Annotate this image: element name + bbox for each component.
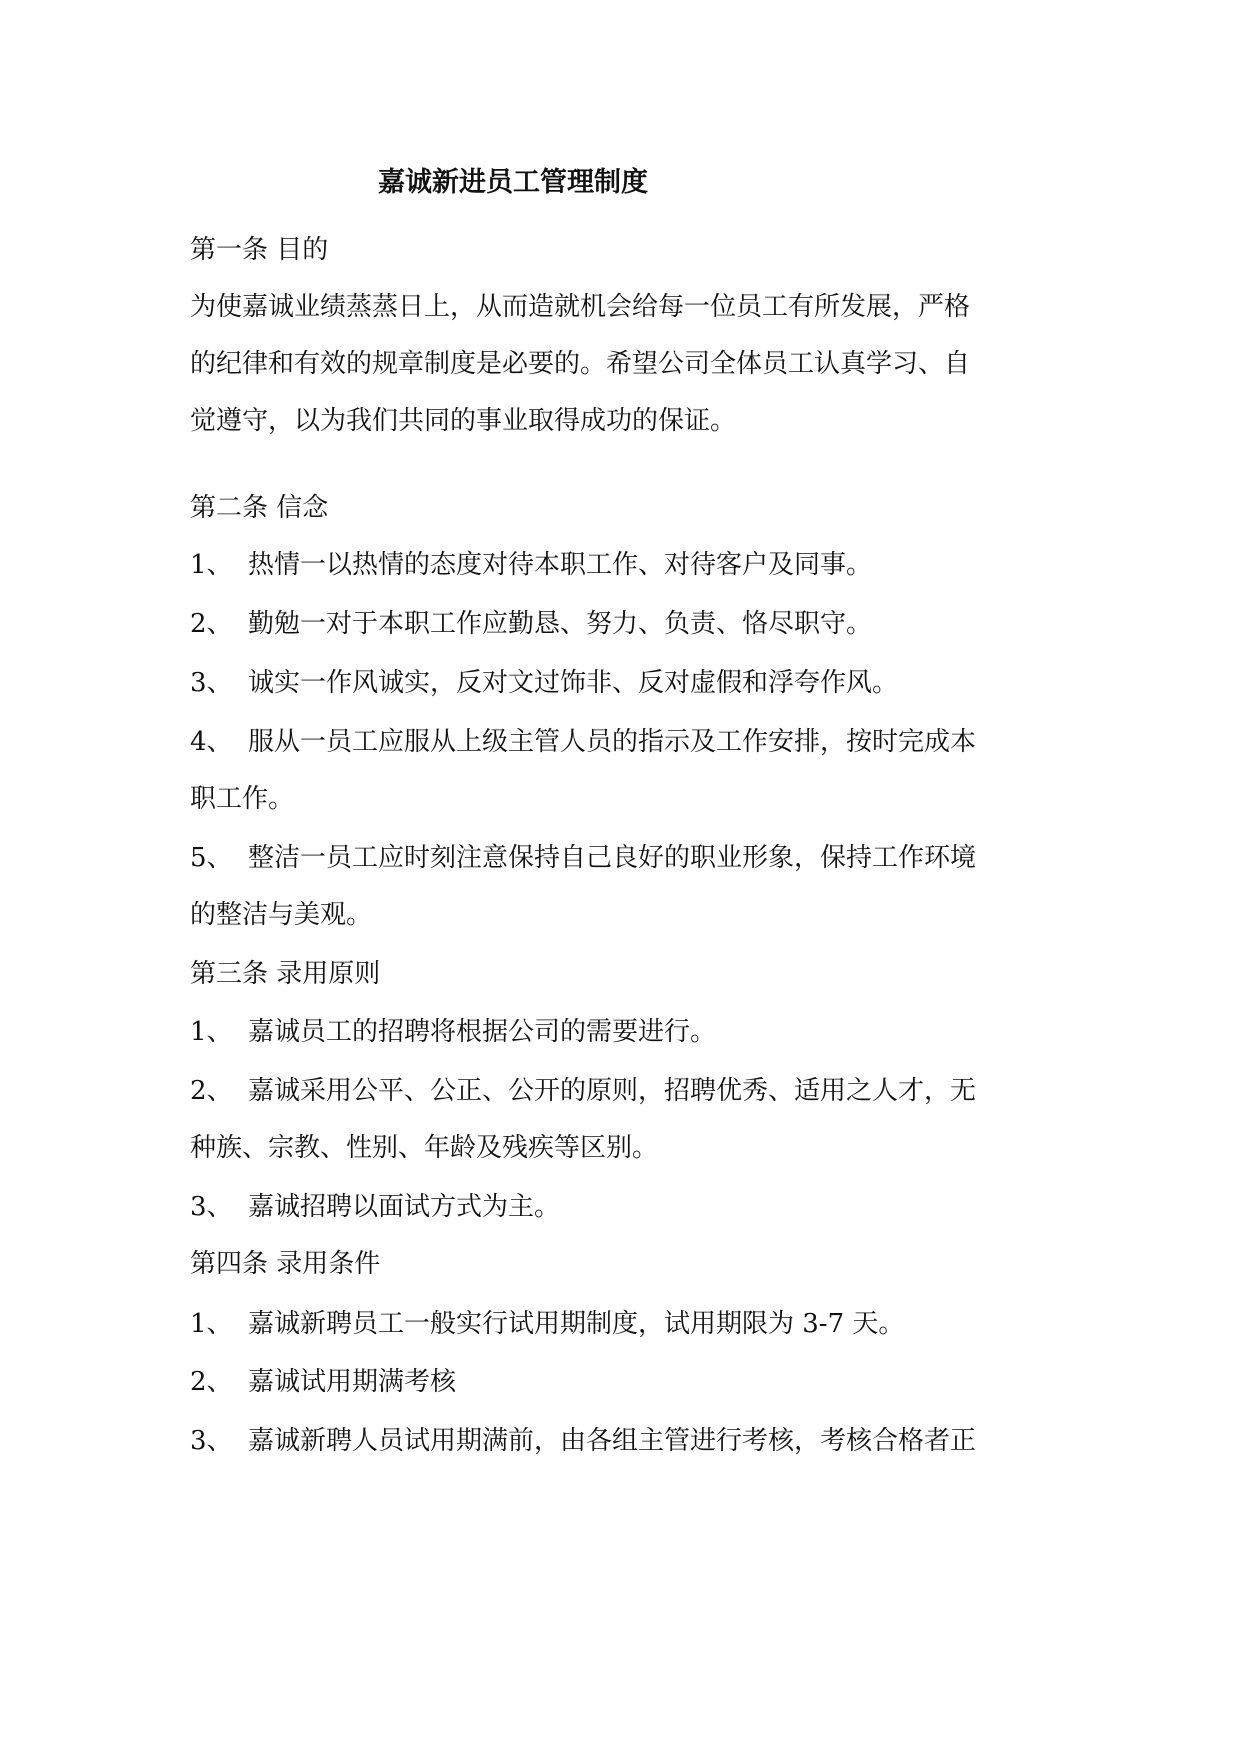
list-number: 1、	[190, 550, 233, 580]
list-item	[190, 1305, 1070, 1343]
line-text: 热情一以热情的态度对待本职工作、对待客户及同事。	[248, 550, 873, 580]
line-text: 服从一员工应服从上级主管人员的指示及工作安排，按时完成本	[248, 727, 977, 757]
line-text: 觉遵守，以为我们共同的事业取得成功的保证。	[190, 406, 737, 436]
list-item	[190, 605, 1070, 643]
paragraph-line	[190, 345, 1070, 383]
list-item-continuation	[190, 780, 1070, 818]
list-number: 2、	[190, 1076, 233, 1106]
list-number: 4、	[190, 727, 233, 757]
list-item	[190, 546, 1070, 584]
list-item	[190, 723, 1070, 761]
list-item	[190, 1363, 1070, 1401]
line-text: 为使嘉诚业绩蒸蒸日上，从而造就机会给每一位员工有所发展，严格	[190, 292, 971, 322]
list-item	[190, 1188, 1070, 1226]
list-item-continuation	[190, 1129, 1070, 1167]
section-heading	[190, 955, 1070, 993]
section-heading	[190, 489, 1070, 527]
paragraph-line	[190, 288, 1070, 326]
line-text: 嘉诚采用公平、公正、公开的原则，招聘优秀、适用之人才，无	[248, 1076, 977, 1106]
document-title: 嘉诚新进员工管理制度	[378, 167, 648, 198]
line-text: 嘉诚员工的招聘将根据公司的需要进行。	[248, 1017, 717, 1047]
line-text: 的整洁与美观。	[190, 900, 373, 930]
list-number: 1、	[190, 1309, 233, 1339]
list-item	[190, 839, 1070, 877]
line-text: 第四条 录用条件	[190, 1249, 381, 1279]
line-text: 第一条 目的	[190, 235, 329, 265]
line-text: 勤勉一对于本职工作应勤恳、努力、负责、恪尽职守。	[248, 609, 873, 639]
line-text: 的纪律和有效的规章制度是必要的。希望公司全体员工认真学习、自	[190, 349, 971, 379]
list-number: 3、	[190, 1192, 233, 1222]
section-heading	[190, 231, 1070, 269]
line-text: 嘉诚试用期满考核	[248, 1367, 457, 1397]
list-number: 2、	[190, 609, 233, 639]
list-number: 3、	[190, 668, 233, 698]
line-text: 第三条 录用原则	[190, 959, 381, 989]
list-item-continuation	[190, 896, 1070, 934]
paragraph-line	[190, 402, 1070, 440]
section-heading	[190, 1245, 1070, 1283]
line-text: 第二条 信念	[190, 493, 329, 523]
list-number: 1、	[190, 1017, 233, 1047]
line-text: 整洁一员工应时刻注意保持自己良好的职业形象，保持工作环境	[248, 843, 977, 873]
line-text: 职工作。	[190, 784, 295, 814]
line-text: 种族、宗教、性别、年龄及残疾等区别。	[190, 1133, 659, 1163]
list-item	[190, 1072, 1070, 1110]
list-item	[190, 1422, 1070, 1460]
line-text: 嘉诚新聘人员试用期满前，由各组主管进行考核，考核合格者正	[248, 1426, 977, 1456]
list-item	[190, 1013, 1070, 1051]
list-number: 2、	[190, 1367, 233, 1397]
line-text: 嘉诚新聘员工一般实行试用期制度，试用期限为 3-7 天。	[248, 1309, 905, 1339]
line-text: 嘉诚招聘以面试方式为主。	[248, 1192, 561, 1222]
list-number: 5、	[190, 843, 233, 873]
list-number: 3、	[190, 1426, 233, 1456]
list-item	[190, 664, 1070, 702]
line-text: 诚实一作风诚实，反对文过饰非、反对虚假和浮夸作风。	[248, 668, 899, 698]
